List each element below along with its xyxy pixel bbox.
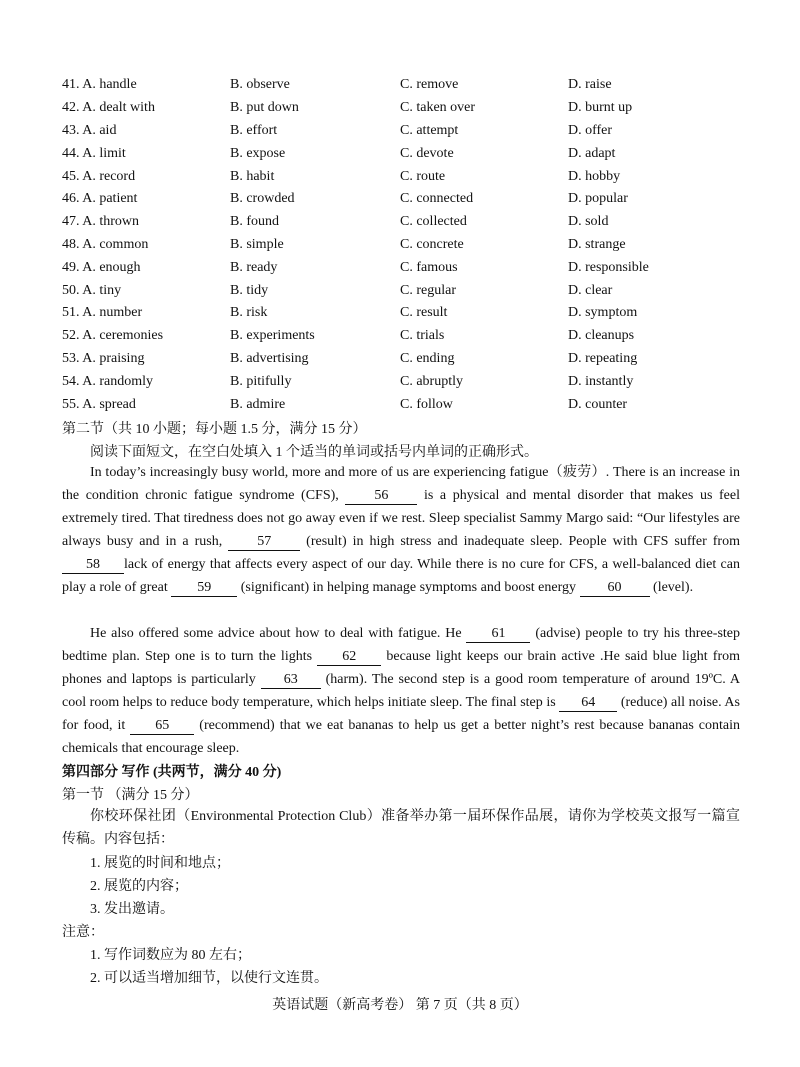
option-d[interactable]: D. sold	[568, 214, 609, 230]
question-number: 55.	[62, 396, 80, 412]
choice-option-d	[568, 302, 688, 325]
passage-paragraph-2	[62, 622, 740, 760]
option-d[interactable]: D. cleanups	[568, 328, 635, 344]
choice-option-d	[568, 348, 688, 371]
option-a[interactable]: A. patient	[82, 191, 138, 207]
option-b[interactable]: B. admire	[230, 396, 286, 412]
choice-row	[62, 370, 688, 393]
blank-64[interactable]: 64	[559, 694, 617, 712]
choice-option-c	[400, 279, 568, 302]
choice-option-b	[230, 165, 400, 188]
choice-option-b	[230, 142, 400, 165]
option-b[interactable]: B. experiments	[230, 328, 315, 344]
option-c[interactable]: C. attempt	[400, 122, 459, 138]
question-number: 42.	[62, 100, 80, 116]
option-c[interactable]: C. connected	[400, 191, 474, 207]
blank-56[interactable]: 56	[345, 487, 417, 505]
blank-62[interactable]: 62	[317, 648, 381, 666]
choice-number-option-a	[62, 370, 230, 393]
choice-option-d	[568, 325, 688, 348]
option-a[interactable]: A. aid	[82, 122, 117, 138]
option-a[interactable]: A. record	[82, 168, 136, 184]
choice-option-c	[400, 74, 568, 97]
choice-row	[62, 234, 688, 257]
option-d[interactable]: D. hobby	[568, 168, 621, 184]
option-d[interactable]: D. raise	[568, 77, 612, 93]
option-b[interactable]: B. observe	[230, 77, 290, 93]
passage-text: In today’s increasingly busy world, more and more of us are experiencing fatigue（疲劳）. There is an increase in the condition chronic fatigue syndrome (CFS),	[62, 465, 740, 503]
option-b[interactable]: B. found	[230, 214, 279, 230]
option-d[interactable]: D. offer	[568, 122, 613, 138]
option-a[interactable]: A. common	[82, 236, 149, 252]
choice-option-d	[568, 165, 688, 188]
choice-row	[62, 348, 688, 371]
choice-option-b	[230, 370, 400, 393]
question-number: 41.	[62, 77, 80, 93]
option-d[interactable]: D. popular	[568, 191, 628, 207]
option-d[interactable]: D. strange	[568, 236, 626, 252]
option-d[interactable]: D. burnt up	[568, 100, 633, 116]
choice-number-option-a	[62, 188, 230, 211]
passage-text: (harm). The second step is a good room temperature of around 19ºC. A cool room helps to reduce body temperature, which helps initiate sleep. The final step is	[62, 672, 740, 710]
choice-number-option-a	[62, 348, 230, 371]
passage-text: (result) in high stress and inadequate sleep. People with CFS suffer from	[300, 534, 740, 549]
section2-instruction: 阅读下面短文，在空白处填入 1 个适当的单词或括号内单词的正确形式。	[90, 445, 538, 460]
choice-option-d	[568, 370, 688, 393]
option-b[interactable]: B. expose	[230, 145, 286, 161]
choice-option-c	[400, 348, 568, 371]
choice-options-table	[62, 74, 688, 416]
passage-text: (reduce) all noise. As for food, it	[62, 695, 740, 733]
option-c[interactable]: C. follow	[400, 396, 453, 412]
option-b[interactable]: B. ready	[230, 259, 278, 275]
blank-58[interactable]: 58	[62, 556, 124, 574]
note-label: 注意：	[62, 925, 104, 940]
question-number: 45.	[62, 168, 80, 184]
option-b[interactable]: B. advertising	[230, 350, 309, 366]
question-number: 48.	[62, 236, 80, 252]
choice-number-option-a	[62, 279, 230, 302]
option-a[interactable]: A. tiny	[82, 282, 122, 298]
option-d[interactable]: D. adapt	[568, 145, 616, 161]
choice-option-b	[230, 188, 400, 211]
blank-57[interactable]: 57	[228, 533, 300, 551]
question-number: 47.	[62, 214, 80, 230]
passage-text: is a physical and mental disorder that makes us feel extremely tired. That tiredness does not go away even if we rest. Sleep specialist Sammy Margo said: “Our lifestyles are always busy and in a rush,	[62, 488, 740, 549]
choice-option-b	[230, 393, 400, 416]
passage-text: because light keeps our brain active .He said blue light from phones and laptops is particularly	[62, 649, 740, 687]
option-c[interactable]: C. result	[400, 305, 448, 321]
blank-60[interactable]: 60	[580, 579, 650, 597]
option-b[interactable]: B. put down	[230, 100, 299, 116]
choice-option-b	[230, 211, 400, 234]
choice-option-d	[568, 97, 688, 120]
choice-row	[62, 74, 688, 97]
choice-option-b	[230, 302, 400, 325]
choice-row	[62, 279, 688, 302]
choice-row	[62, 211, 688, 234]
choice-option-c	[400, 370, 568, 393]
choice-row	[62, 302, 688, 325]
choice-option-c	[400, 256, 568, 279]
page-footer: 英语试题（新高考卷） 第 7 页（共 8 页）	[272, 998, 528, 1013]
option-c[interactable]: C. ending	[400, 350, 455, 366]
choice-number-option-a	[62, 256, 230, 279]
passage-text: (significant) in helping manage symptoms and boost energy	[237, 580, 580, 595]
option-c[interactable]: C. collected	[400, 214, 467, 230]
option-c[interactable]: C. concrete	[400, 236, 464, 252]
choice-row	[62, 256, 688, 279]
choice-option-c	[400, 325, 568, 348]
choice-option-b	[230, 256, 400, 279]
choice-option-d	[568, 142, 688, 165]
choice-option-b	[230, 74, 400, 97]
option-a[interactable]: A. spread	[82, 396, 136, 412]
choice-option-c	[400, 188, 568, 211]
choice-number-option-a	[62, 211, 230, 234]
choice-row	[62, 188, 688, 211]
option-c[interactable]: C. famous	[400, 259, 458, 275]
prompt-item-2: 2. 展览的内容；	[90, 879, 188, 894]
option-c[interactable]: C. abruptly	[400, 373, 463, 389]
option-b[interactable]: B. simple	[230, 236, 284, 252]
choice-option-b	[230, 279, 400, 302]
option-b[interactable]: B. risk	[230, 305, 268, 321]
option-c[interactable]: C. taken over	[400, 100, 476, 116]
choice-row	[62, 325, 688, 348]
choice-number-option-a	[62, 97, 230, 120]
part4-section1-header: 第一节 （满分 15 分）	[62, 788, 199, 803]
choice-option-c	[400, 211, 568, 234]
prompt-item-1: 1. 展览的时间和地点；	[90, 856, 230, 871]
option-a[interactable]: A. limit	[82, 145, 126, 161]
choice-option-d	[568, 188, 688, 211]
option-c[interactable]: C. regular	[400, 282, 456, 298]
passage-text: (recommend) that we eat bananas to help us get a better night’s rest because bananas contain chemicals that encourage sleep.	[62, 718, 740, 756]
choice-option-c	[400, 120, 568, 143]
part4-header: 第四部分 写作 (共两节，满分 40 分)	[62, 765, 282, 780]
question-number: 46.	[62, 191, 80, 207]
choice-row	[62, 165, 688, 188]
choice-option-d	[568, 393, 688, 416]
blank-63[interactable]: 63	[261, 671, 321, 689]
blank-65[interactable]: 65	[130, 717, 194, 735]
prompt-item-3: 3. 发出邀请。	[90, 902, 174, 917]
choice-option-b	[230, 325, 400, 348]
choice-option-b	[230, 97, 400, 120]
choice-option-c	[400, 393, 568, 416]
blank-61[interactable]: 61	[466, 625, 530, 643]
option-a[interactable]: A. handle	[82, 77, 137, 93]
option-a[interactable]: A. ceremonies	[82, 328, 164, 344]
option-c[interactable]: C. devote	[400, 145, 454, 161]
choice-option-c	[400, 142, 568, 165]
option-b[interactable]: B. crowded	[230, 191, 295, 207]
choice-number-option-a	[62, 165, 230, 188]
choice-number-option-a	[62, 234, 230, 257]
option-b[interactable]: B. effort	[230, 122, 278, 138]
question-number: 53.	[62, 350, 80, 366]
choice-option-c	[400, 302, 568, 325]
choice-row	[62, 393, 688, 416]
option-d[interactable]: D. clear	[568, 282, 613, 298]
option-a[interactable]: A. praising	[82, 350, 145, 366]
choice-option-b	[230, 234, 400, 257]
question-number: 51.	[62, 305, 80, 321]
choice-row	[62, 142, 688, 165]
option-d[interactable]: D. repeating	[568, 350, 638, 366]
choice-option-d	[568, 211, 688, 234]
question-number: 49.	[62, 259, 80, 275]
option-b[interactable]: B. tidy	[230, 282, 269, 298]
option-a[interactable]: A. randomly	[82, 373, 153, 389]
question-number: 52.	[62, 328, 80, 344]
choice-option-d	[568, 120, 688, 143]
choice-option-c	[400, 165, 568, 188]
choice-row	[62, 120, 688, 143]
passage-text: He also offered some advice about how to deal with fatigue. He	[90, 626, 467, 641]
choice-number-option-a	[62, 142, 230, 165]
passage-text: (level).	[649, 580, 694, 595]
option-d[interactable]: D. counter	[568, 396, 628, 412]
note-item-2: 2. 可以适当增加细节，以使行文连贯。	[90, 971, 328, 986]
note-item-1: 1. 写作词数应为 80 左右；	[90, 948, 251, 963]
passage-paragraph-1	[62, 461, 740, 599]
option-d[interactable]: D. instantly	[568, 373, 634, 389]
option-a[interactable]: A. dealt with	[82, 100, 155, 116]
choice-option-c	[400, 97, 568, 120]
passage-text: lack of energy that affects every aspect of our day. While there is no cure for CFS, a well-balanced diet can play a role of great	[62, 557, 740, 595]
choice-option-d	[568, 74, 688, 97]
choice-option-d	[568, 256, 688, 279]
option-b[interactable]: B. pitifully	[230, 373, 292, 389]
choice-number-option-a	[62, 302, 230, 325]
option-a[interactable]: A. enough	[82, 259, 141, 275]
question-number: 54.	[62, 373, 80, 389]
choice-option-d	[568, 279, 688, 302]
choice-option-b	[230, 120, 400, 143]
option-c[interactable]: C. remove	[400, 77, 459, 93]
choice-number-option-a	[62, 120, 230, 143]
option-a[interactable]: A. number	[82, 305, 143, 321]
writing-prompt: 你校环保社团（Environmental Protection Club）准备举办第一届环保作品展，请你为学校英文报写一篇宣传稿。内容包括：	[62, 809, 740, 847]
question-number: 43.	[62, 122, 80, 138]
section2-header: 第二节（共 10 小题；每小题 1.5 分，满分 15 分）	[62, 422, 367, 437]
choice-option-c	[400, 234, 568, 257]
option-d[interactable]: D. symptom	[568, 305, 638, 321]
choice-option-d	[568, 234, 688, 257]
option-b[interactable]: B. habit	[230, 168, 275, 184]
question-number: 50.	[62, 282, 80, 298]
option-c[interactable]: C. route	[400, 168, 446, 184]
choice-number-option-a	[62, 74, 230, 97]
blank-59[interactable]: 59	[171, 579, 237, 597]
choice-number-option-a	[62, 325, 230, 348]
choice-number-option-a	[62, 393, 230, 416]
choice-row	[62, 97, 688, 120]
option-a[interactable]: A. thrown	[82, 214, 140, 230]
option-c[interactable]: C. trials	[400, 328, 445, 344]
passage-text: (advise) people to try his three-step bedtime plan. Step one is to turn the lights	[62, 626, 740, 664]
option-d[interactable]: D. responsible	[568, 259, 649, 275]
question-number: 44.	[62, 145, 80, 161]
choice-option-b	[230, 348, 400, 371]
